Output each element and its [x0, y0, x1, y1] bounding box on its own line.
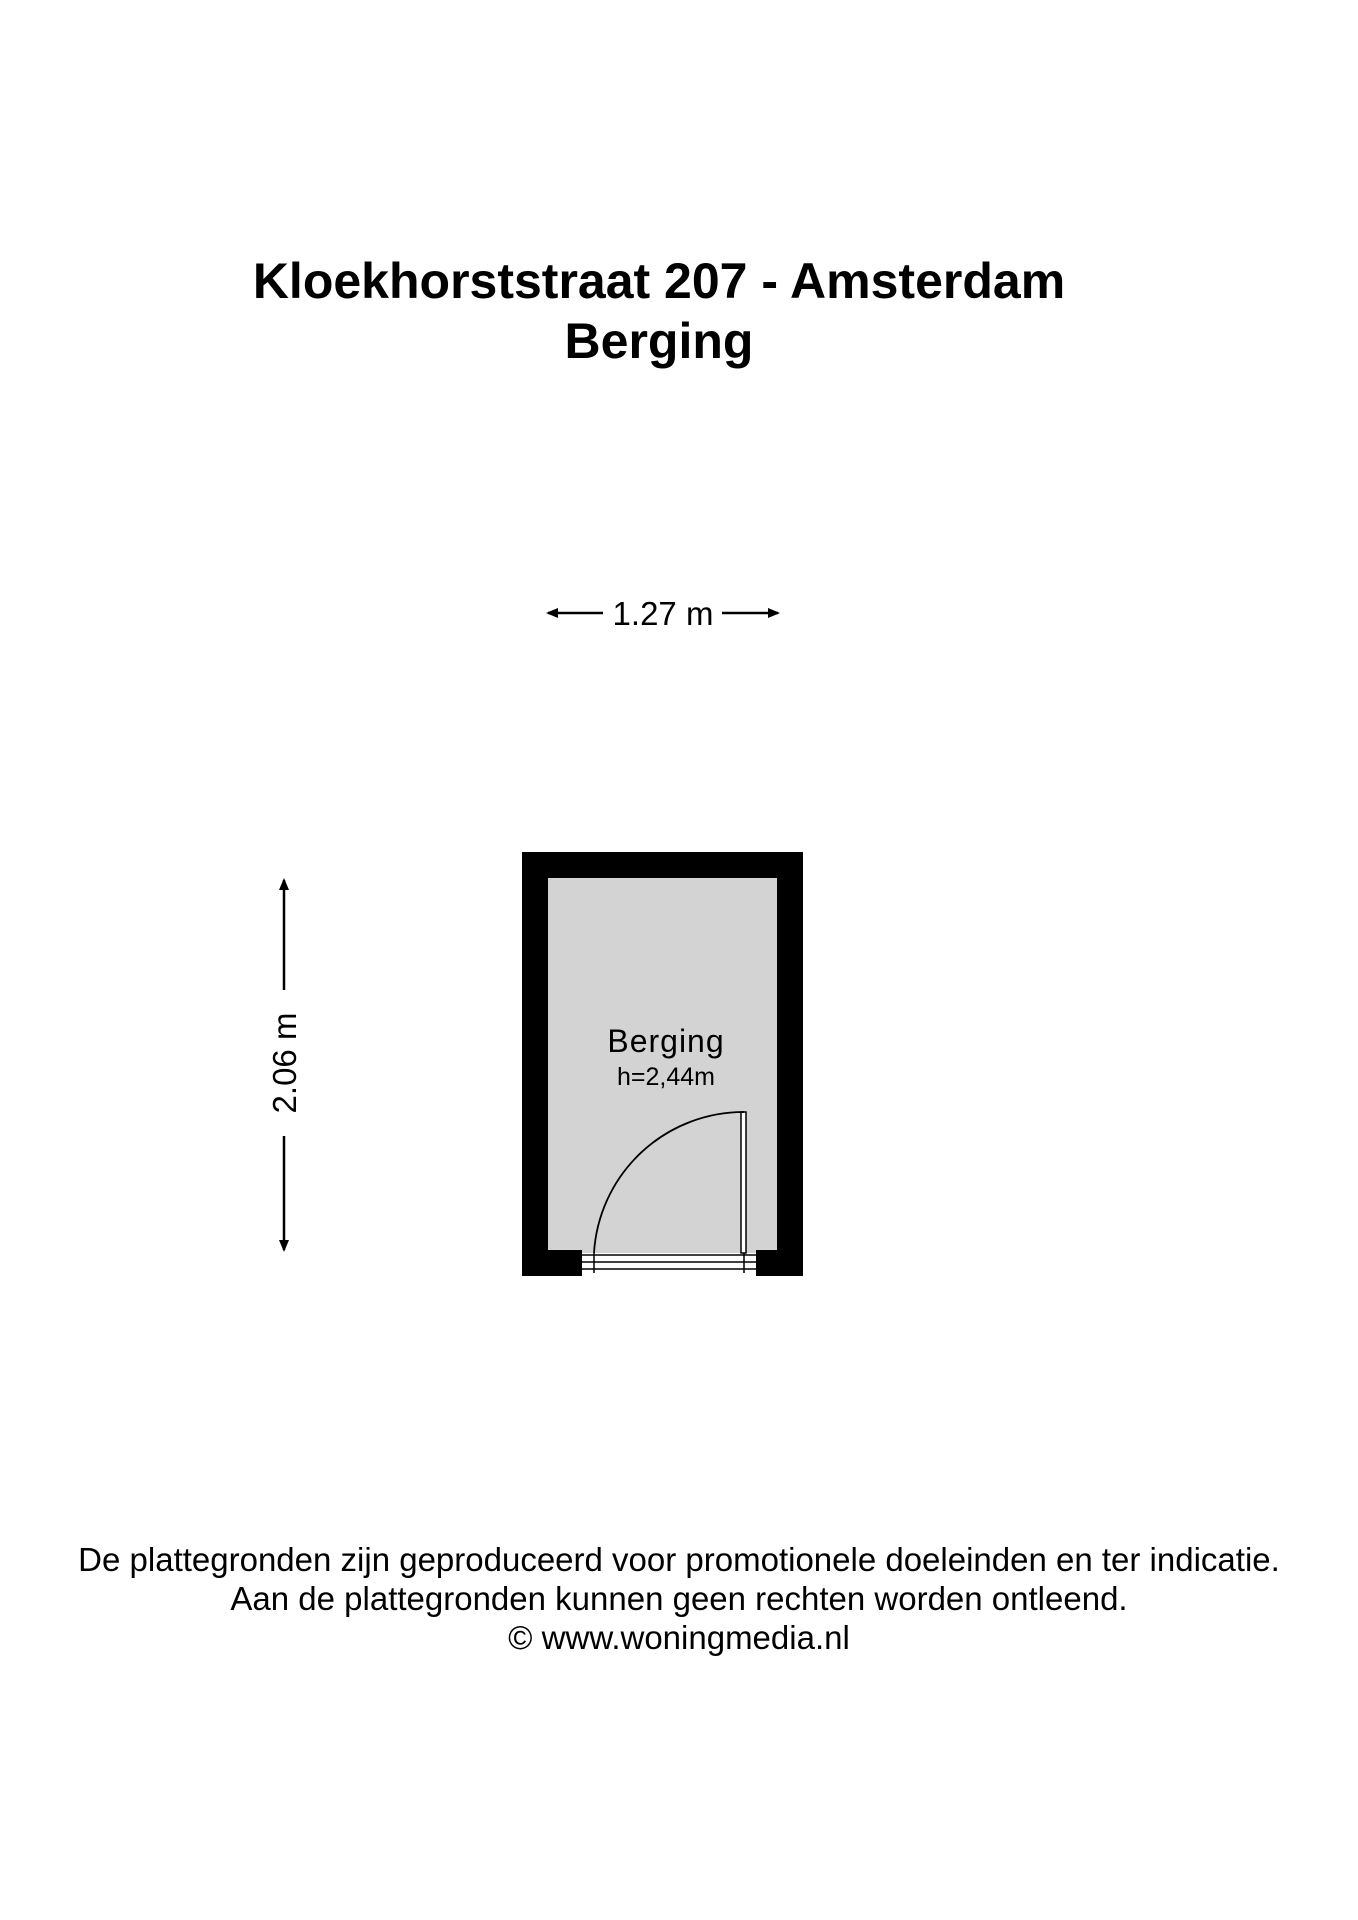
depth-label: 2.06 m	[266, 1012, 303, 1114]
wall-bottom-right	[756, 1250, 803, 1276]
copyright-line: © www.woningmedia.nl	[508, 1619, 850, 1656]
width-label: 1.27 m	[612, 595, 714, 632]
door-leaf	[741, 1112, 746, 1253]
disclaimer-line-1: De plattegronden zijn geproduceerd voor promotionele doeleinden en ter indicatie.	[78, 1541, 1280, 1578]
room-height: h=2,44m	[617, 1063, 715, 1091]
door-threshold	[582, 1253, 756, 1273]
wall-bottom-left	[522, 1250, 582, 1276]
depth-dimension	[266, 880, 303, 1250]
wall-left	[522, 852, 548, 1276]
floor-title: Berging	[564, 313, 754, 369]
disclaimer	[0, 1540, 1358, 1657]
wall-right	[777, 852, 803, 1276]
disclaimer-line-2: Aan de plattegronden kunnen geen rechten worden ontleend.	[230, 1580, 1128, 1617]
room-name: Berging	[607, 1023, 725, 1059]
plan-title: Kloekhorststraat 207 - Amsterdam	[252, 253, 1066, 309]
wall-top	[522, 852, 803, 878]
room-berging	[522, 852, 803, 1276]
width-dimension	[548, 595, 778, 632]
